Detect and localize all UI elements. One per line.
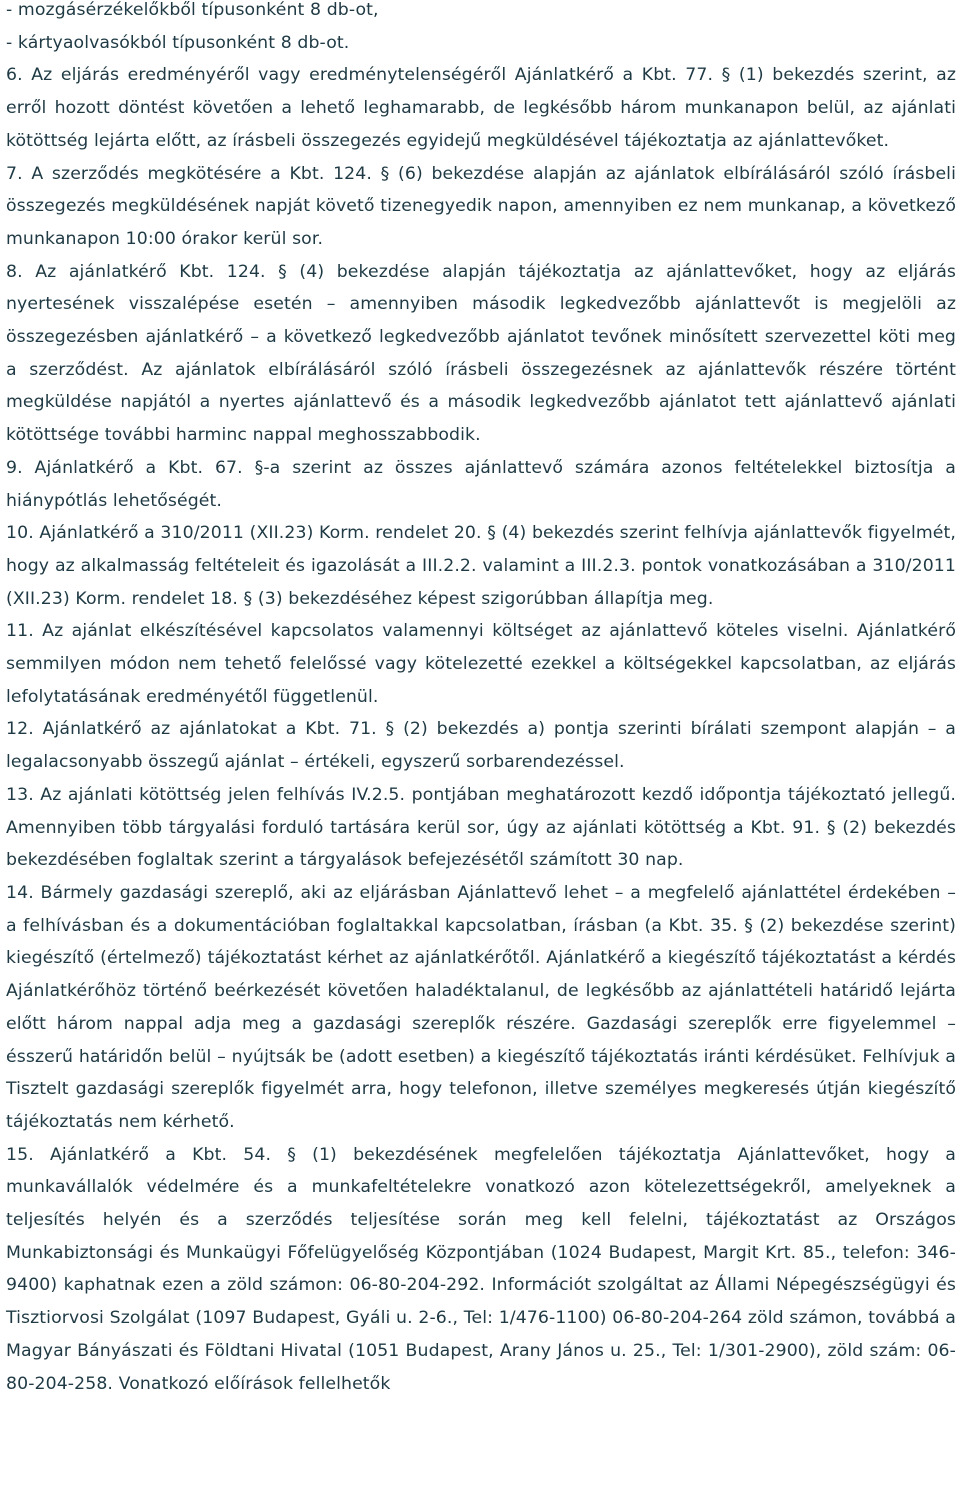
paragraph-13-bid-validity: 13. Az ajánlati kötöttség jelen felhívás IV.2.5. pontjában meghatározott kezdő időpontja tájékoztató jellegű. Amennyiben több tárgyalási forduló tartására kerül sor, úgy az ajánlati kötöttség a Kbt. 91. § (2) bekezdés bekezdésében foglaltak szerint a tárgyalások befejezésétől számított 30 nap.: [6, 784, 956, 871]
paragraph-card-readers: - kártyaolvasókból típusonként 8 db-ot.: [6, 32, 350, 53]
paragraph-14-supplementary-information: 14. Bármely gazdasági szereplő, aki az eljárásban Ajánlattevő lehet – a megfelelő ajánlattétel érdekében – a felhívásban és a dokumentációban foglaltakkal kapcsolatban, írásban (a Kbt. 35. § (2) bekezdése szerint) kiegészítő (értelmező) tájékoztatást kérhet az ajánlatkérőtől. Ajánlatkérő a kiegészítő tájékoztatást a kérdés Ajánlatkérőhöz történő beérkezését követően haladéktalanul, de legkésőbb az ajánlattételi határidő lejárta előtt három nappal adja meg a gazdasági szereplők részére. Gazdasági szereplők erre figyelemmel – ésszerű határidőn belül – nyújtsák be (adott esetben) a kiegészítő tájékoztatás iránti kérdésüket. Felhívjuk a Tisztelt gazdasági szereplők figyelmét arra, hogy telefonon, illetve személyes megkeresés útján kiegészítő tájékoztatás nem kérhető.: [6, 882, 956, 1132]
paragraph-motion-sensors: - mozgásérzékelőkből típusonként 8 db-ot,: [6, 0, 379, 20]
paragraph-6-result-notice: 6. Az eljárás eredményéről vagy eredménytelenségéről Ajánlatkérő a Kbt. 77. § (1) bekezdés szerint, az erről hozott döntést követően a lehető leghamarabb, de legkésőbb három munkanapon belül, az ajánlati kötöttség lejárta előtt, az írásbeli összegezés egyidejű megküldésével tájékoztatja az ajánlattevőket.: [6, 65, 956, 151]
paragraph-11-costs: 11. Az ajánlat elkészítésével kapcsolatos valamennyi költséget az ajánlattevő köteles viselni. Ajánlatkérő semmilyen módon nem tehető felelőssé vagy kötelezetté ezekkel a költségekkel kapcsolatban, az eljárás lefolytatásának eredményétől függetlenül.: [6, 621, 956, 707]
paragraph-10-suitability-conditions: 10. Ajánlatkérő a 310/2011 (XII.23) Korm. rendelet 20. § (4) bekezdés szerint felhívja ajánlattevők figyelmét, hogy az alkalmasság feltételeit és igazolását a III.2.2. valamint a III.2.3. pontok vonatkozásában a 310/2011 (XII.23) Korm. rendelet 18. § (3) bekezdéséhez képest szigorúbban állapítja meg.: [6, 523, 956, 609]
paragraph-15-worker-protection: 15. Ajánlatkérő a Kbt. 54. § (1) bekezdésének megfelelően tájékoztatja Ajánlattevőket, hogy a munkavállalók védelmére és a munkafeltételekre vonatkozó azon kötelezettségekről, amelyeknek a teljesítés helyén és a szerződés teljesítése során meg kell felelni, tájékoztatást az Országos Munkabiztonsági és Munkaügyi Főfelügyelőség Központjában (1024 Budapest, Margit Krt. 85., telefon: 346-9400) kaphatnak ezen a zöld számon: 06-80-204-292. Információt szolgáltat az Állami Népegészségügyi és Tisztiorvosi Szolgálat (1097 Budapest, Gyáli u. 2-6., Tel: 1/476-1100) 06-80-204-264 zöld számon, továbbá a Magyar Bányászati és Földtani Hivatal (1051 Budapest, Arany János u. 25., Tel: 1/301-2900), zöld szám: 06-80-204-258. Vonatkozó előírások fellelhetők: [6, 1144, 956, 1394]
paragraph-7-contract-conclusion: 7. A szerződés megkötésére a Kbt. 124. § (6) bekezdése alapján az ajánlatok elbírálásáról szóló írásbeli összegezés megküldésének napját követő tizenegyedik napon, amennyiben ez nem munkanap, a következő munkanapon 10:00 órakor kerül sor.: [6, 163, 956, 249]
document-body: [6, 0, 956, 1400]
paragraph-9-deficiency-remedy: 9. Ajánlatkérő a Kbt. 67. §-a szerint az összes ajánlattevő számára azonos feltételekkel biztosítja a hiánypótlás lehetőségét.: [6, 457, 956, 511]
paragraph-12-evaluation: 12. Ajánlatkérő az ajánlatokat a Kbt. 71. § (2) bekezdés a) pontja szerinti bírálati szempont alapján – a legalacsonyabb összegű ajánlat – értékeli, egyszerű sorbarendezéssel.: [6, 719, 956, 773]
paragraph-8-winner-withdrawal: 8. Az ajánlatkérő Kbt. 124. § (4) bekezdése alapján tájékoztatja az ajánlattevőket, hogy az eljárás nyertesének visszalépése esetén – amennyiben második legkedvezőbb ajánlattevőt is megjelöli az összegezésben ajánlatkérő – a következő legkedvezőbb ajánlatot tevőnek minősített szervezettel köti meg a szerződést. Az ajánlatok elbírálásáról szóló írásbeli összegezésnek az ajánlattevők részére történt megküldése napjától a nyertes ajánlattevő és a második legkedvezőbb ajánlatot tett ajánlattevő ajánlati kötöttsége további harminc nappal meghosszabbodik.: [6, 261, 956, 446]
